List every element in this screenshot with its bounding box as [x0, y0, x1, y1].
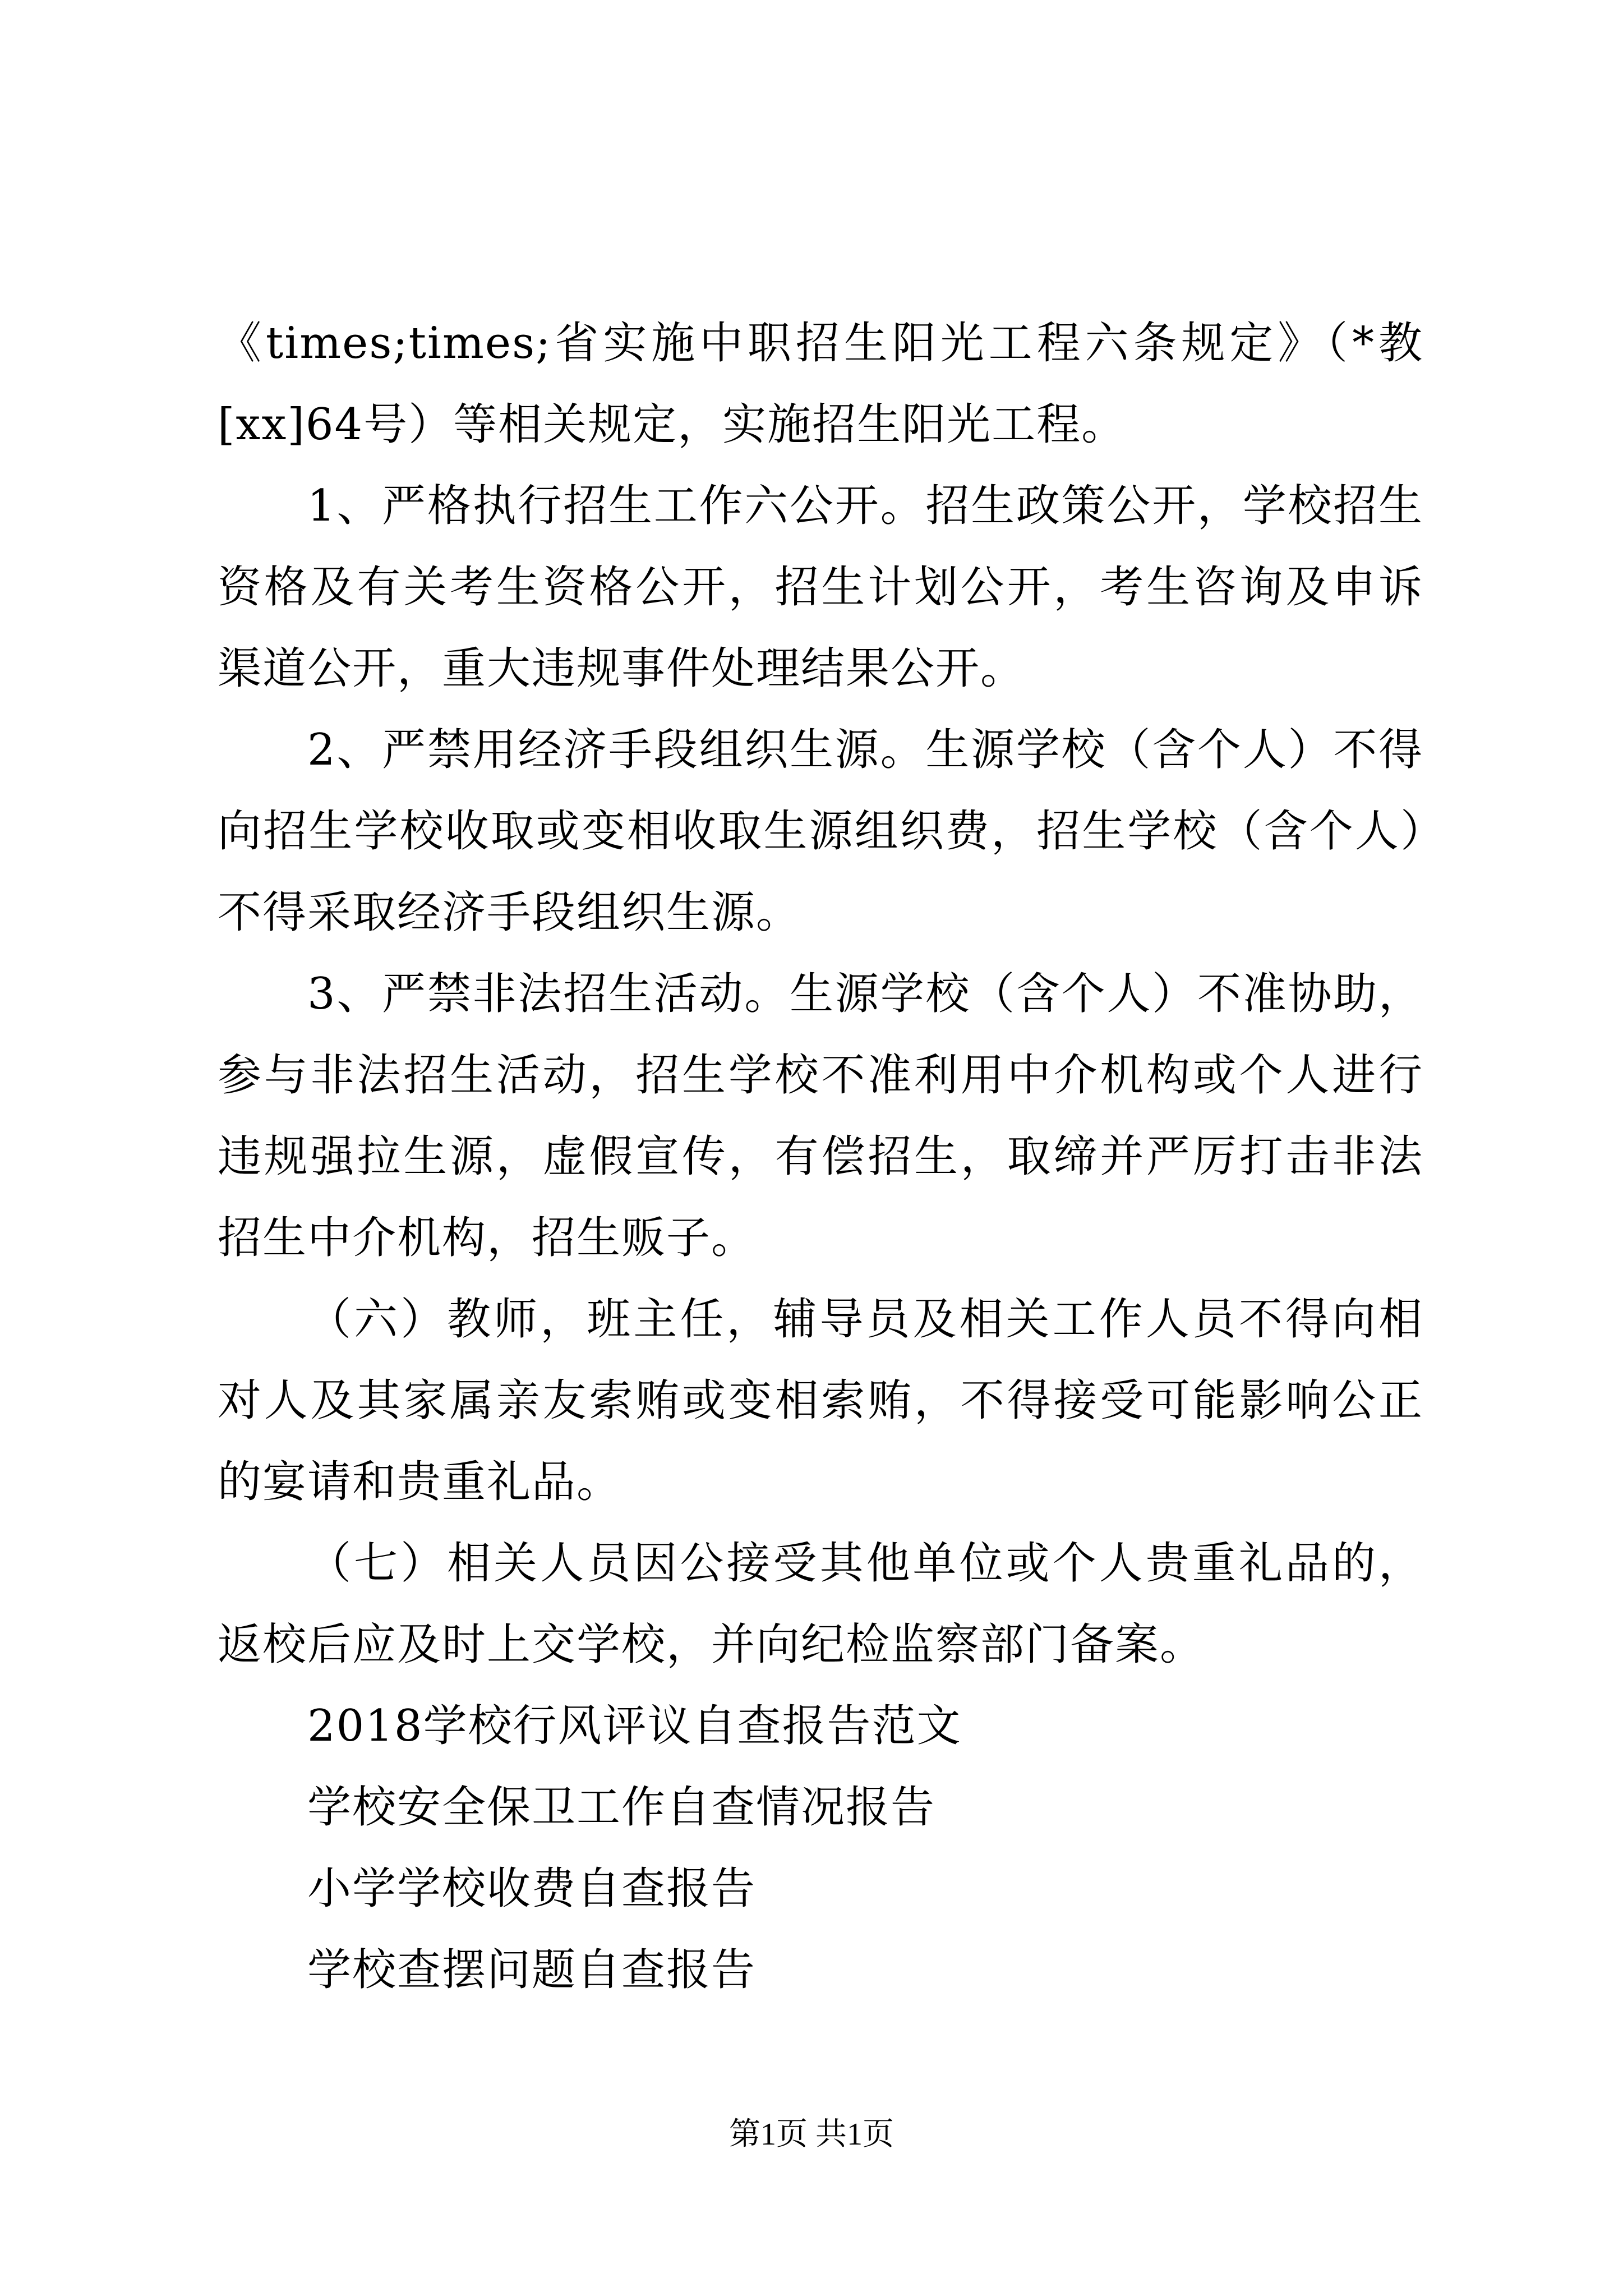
related-title: 学校安全保卫工作自查情况报告 [307, 1782, 936, 1833]
document-body [218, 303, 1423, 1686]
paragraph-section-7: （七）相关人员因公接受其他单位或个人贵重礼品的，返校后应及时上交学校，并向纪检监察部门备案。 [218, 1538, 1423, 1670]
paragraph-item-3: 3、严禁非法招生活动。生源学校（含个人）不准协助，参与非法招生活动，招生学校不准利用中介机构或个人进行违规强拉生源，虚假宣传，有偿招生，取缔并严厉打击非法招生中介机构，招生贩子。 [218, 969, 1423, 1263]
paragraph-item-2: 2、严禁用经济手段组织生源。生源学校（含个人）不得向招生学校收取或变相收取生源组织费，招生学校（含个人）不得采取经济手段组织生源。 [218, 725, 1423, 938]
page-footer [0, 2112, 1623, 2157]
related-title: 学校查摆问题自查报告 [307, 1945, 757, 1995]
related-title: 2018学校行风评议自查报告范文 [307, 1701, 962, 1751]
related-titles-list [307, 1686, 1423, 2011]
page-number-label: 第1页 共1页 [729, 2117, 894, 2152]
paragraph-continuation: 《times;times;省实施中职招生阳光工程六条规定》（*教[xx]64号）等相关规定，实施招生阳光工程。 [218, 318, 1423, 450]
paragraph-item-1: 1、严格执行招生工作六公开。招生政策公开，学校招生资格及有关考生资格公开，招生计划公开，考生咨询及申诉渠道公开，重大违规事件处理结果公开。 [218, 481, 1423, 694]
related-title: 小学学校收费自查报告 [307, 1864, 757, 1914]
paragraph-section-6: （六）教师，班主任，辅导员及相关工作人员不得向相对人及其家属亲友索贿或变相索贿，不得接受可能影响公正的宴请和贵重礼品。 [218, 1294, 1423, 1507]
